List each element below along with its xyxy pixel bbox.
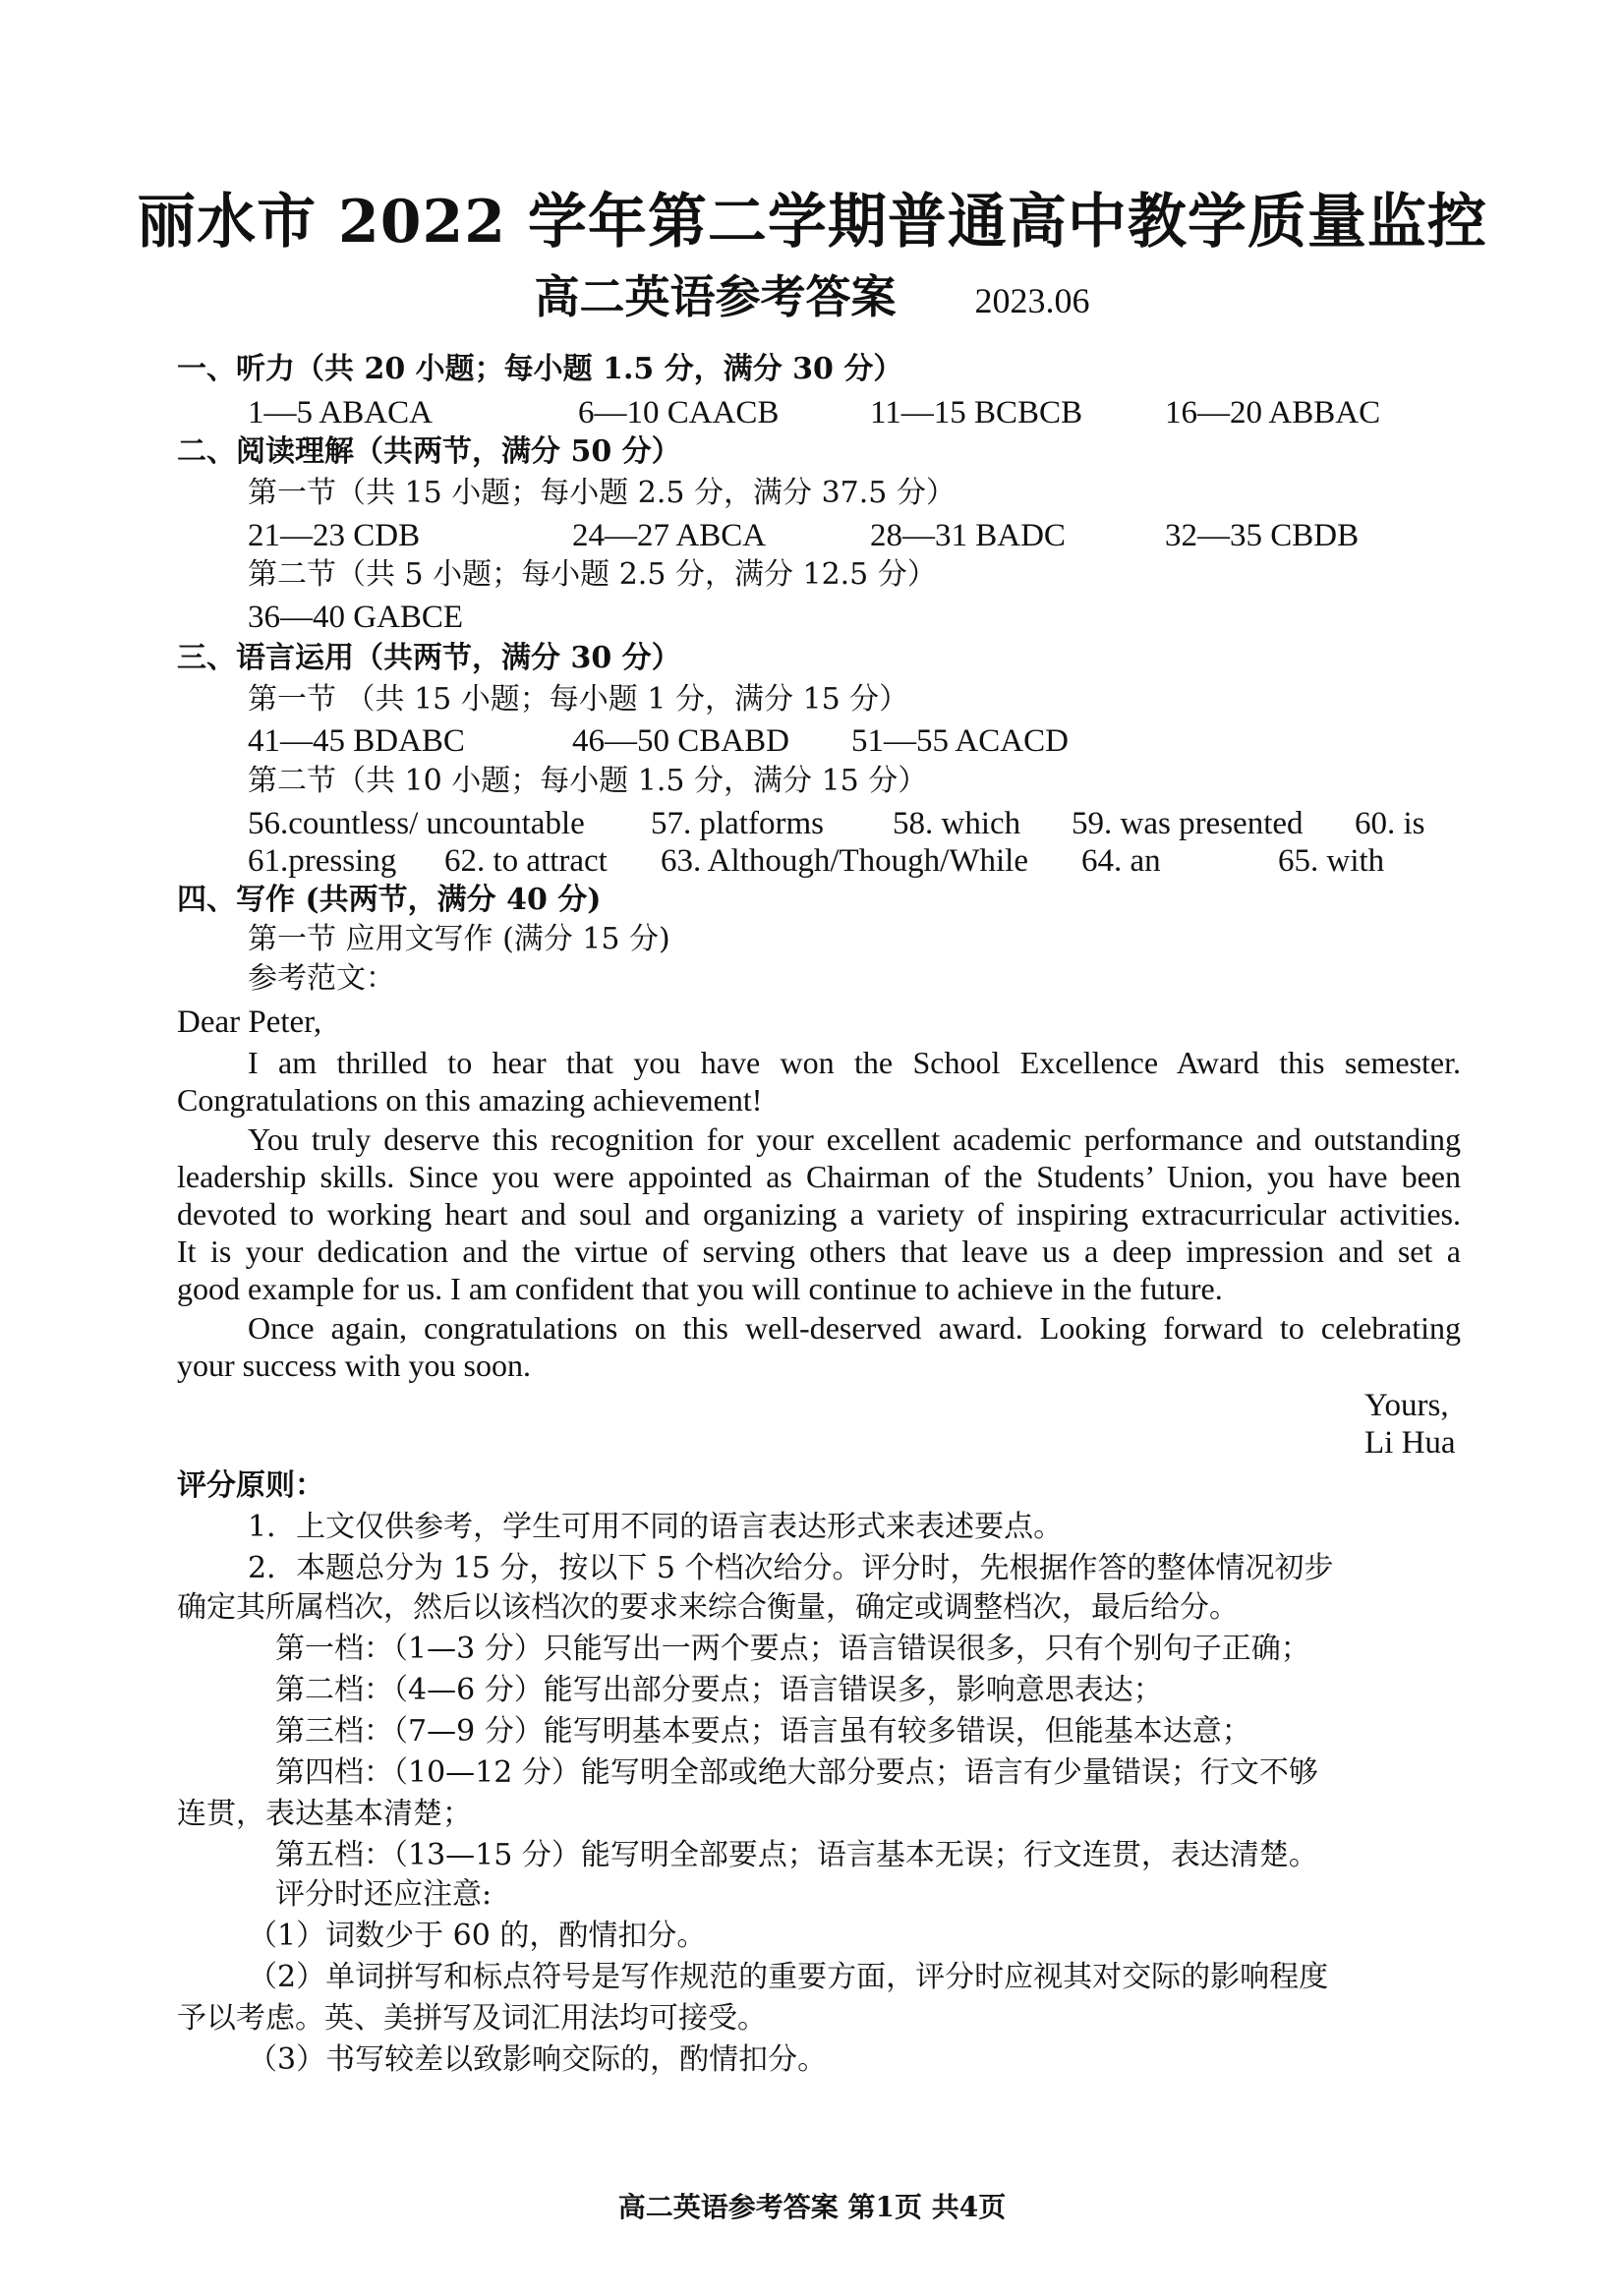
- scoring-notes-heading: 评分时还应注意:: [275, 1877, 493, 1912]
- reading-answer-1: 21—23 CDB: [248, 518, 421, 553]
- listening-answer-1: 1—5 ABACA: [248, 395, 433, 430]
- scoring-tier-3: 第三档：（7—9 分）能写明基本要点；语言虽有较多错误，但能基本达意；: [275, 1714, 1251, 1749]
- language-section1-heading: 第一节 （共 15 小题；每小题 1 分，满分 15 分）: [248, 682, 909, 717]
- letter-p2-line5: good example for us. I am confident that you will continue to achieve in the future.: [177, 1271, 1223, 1306]
- reading-section1-heading: 第一节（共 15 小题；每小题 2.5 分，满分 37.5 分）: [248, 476, 956, 510]
- language-blank-64: 64. an: [1081, 843, 1161, 879]
- reading-answer-5: 36—40 GABCE: [248, 600, 464, 635]
- letter-p2-line4: It is your dedication and the virtue of serving others that leave us a deep impression and set a: [177, 1234, 1461, 1269]
- language-blank-62: 62. to attract: [444, 843, 608, 879]
- language-blank-63: 63. Although/Though/While: [661, 843, 1028, 879]
- scoring-tier-2: 第二档：（4—6 分）能写出部分要点；语言错误多，影响意思表达；: [275, 1673, 1163, 1707]
- scoring-item-2-line2: 确定其所属档次，然后以该档次的要求来综合衡量，确定或调整档次，最后给分。: [177, 1590, 1239, 1625]
- scoring-tier-1: 第一档：（1—3 分）只能写出一两个要点；语言错误很多，只有个别句子正确；: [275, 1632, 1310, 1666]
- language-blank-59: 59. was presented: [1072, 806, 1304, 841]
- language-section2-heading: 第二节（共 10 小题；每小题 1.5 分，满分 15 分）: [248, 764, 928, 798]
- language-blank-61: 61.pressing: [248, 843, 397, 879]
- subtitle-main: 高二英语参考答案: [534, 270, 897, 323]
- letter-p2-line3: devoted to working heart and soul and organizing a variety of inspiring extracurricular activities.: [177, 1196, 1461, 1232]
- language-blank-57: 57. platforms: [651, 806, 824, 841]
- letter-signature: Li Hua: [1364, 1425, 1456, 1461]
- language-answer-2: 46—50 CBABD: [572, 723, 789, 759]
- listening-answer-2: 6—10 CAACB: [578, 395, 780, 430]
- page-title: 丽水市 2022 学年第二学期普通高中教学质量监控: [137, 188, 1487, 257]
- listening-answer-3: 11—15 BCBCB: [870, 395, 1083, 430]
- listening-heading: 一、听力（共 20 小题；每小题 1.5 分，满分 30 分）: [177, 352, 903, 386]
- scoring-tier-5: 第五档：（13—15 分）能写明全部要点；语言基本无误；行文连贯，表达清楚。: [275, 1838, 1318, 1872]
- listening-answer-4: 16—20 ABBAC: [1165, 395, 1381, 430]
- reading-heading: 二、阅读理解（共两节，满分 50 分）: [177, 434, 681, 469]
- scoring-note-3: （3）书写较差以致影响交际的，酌情扣分。: [248, 2042, 828, 2077]
- reading-answer-4: 32—35 CBDB: [1165, 518, 1360, 553]
- scoring-item-2-line1: 2．本题总分为 15 分，按以下 5 个档次给分。评分时，先根据作答的整体情况初步: [248, 1551, 1334, 1585]
- letter-p2-line2: leadership skills. Since you were appointed as Chairman of the Students’ Union, you have been: [177, 1159, 1461, 1194]
- language-answer-1: 41—45 BDABC: [248, 723, 465, 759]
- scoring-note-2-line1: （2）单词拼写和标点符号是写作规范的重要方面，评分时应视其对交际的影响程度: [248, 1960, 1329, 1994]
- subtitle-date: 2023.06: [974, 281, 1090, 320]
- language-answer-3: 51—55 ACACD: [851, 723, 1069, 759]
- scoring-item-1: 1．上文仅供参考，学生可用不同的语言表达形式来表述要点。: [248, 1510, 1064, 1544]
- page-subtitle: [0, 267, 1624, 330]
- language-heading: 三、语言运用（共两节，满分 30 分）: [177, 641, 681, 675]
- language-blank-60: 60. is: [1355, 806, 1425, 841]
- letter-closing: Yours,: [1364, 1388, 1449, 1423]
- reading-answer-2: 24—27 ABCA: [572, 518, 767, 553]
- language-blank-65: 65. with: [1278, 843, 1385, 879]
- scoring-tier-4-line2: 连贯，表达基本清楚；: [177, 1797, 472, 1831]
- letter-p2-line1: You truly deserve this recognition for your excellent academic performance and outstanding: [248, 1121, 1461, 1157]
- writing-heading: 四、写作 (共两节，满分 40 分): [177, 883, 602, 917]
- sample-essay-label: 参考范文：: [248, 961, 395, 996]
- language-blank-58: 58. which: [893, 806, 1021, 841]
- page-footer: 高二英语参考答案 第1页 共4页: [617, 2191, 1007, 2223]
- scoring-note-2-line2: 予以考虑。英、美拼写及词汇用法均可接受。: [177, 2001, 767, 2036]
- letter-p1-line2: Congratulations on this amazing achievement!: [177, 1082, 763, 1118]
- scoring-heading: 评分原则：: [177, 1468, 324, 1503]
- letter-salutation: Dear Peter,: [177, 1004, 322, 1040]
- letter-p3-line2: your success with you soon.: [177, 1348, 531, 1383]
- letter-p3-line1: Once again, congratulations on this well-deserved award. Looking forward to celebrating: [248, 1310, 1461, 1346]
- scoring-tier-4-line1: 第四档：（10—12 分）能写明全部或绝大部分要点；语言有少量错误；行文不够: [275, 1755, 1318, 1790]
- language-blank-56: 56.countless/ uncountable: [248, 806, 585, 841]
- letter-p1-line1: I am thrilled to hear that you have won the School Excellence Award this semester.: [248, 1045, 1461, 1080]
- scoring-note-1: （1）词数少于 60 的，酌情扣分。: [248, 1919, 707, 1953]
- reading-answer-3: 28—31 BADC: [870, 518, 1066, 553]
- writing-section1-heading: 第一节 应用文写作 (满分 15 分): [248, 922, 670, 956]
- reading-section2-heading: 第二节（共 5 小题；每小题 2.5 分，满分 12.5 分）: [248, 557, 937, 592]
